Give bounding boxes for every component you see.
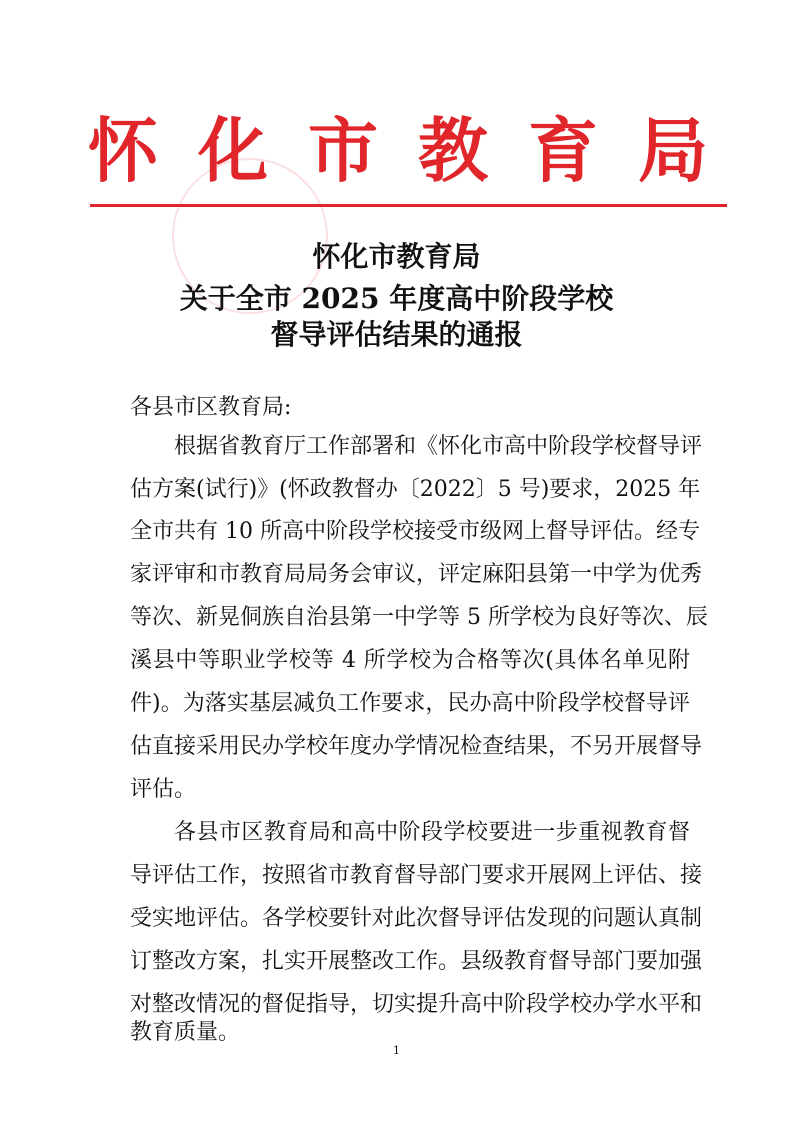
body-text-line: 根据省教育厅工作部署和《怀化市高中阶段学校督导评: [174, 434, 703, 459]
body-text-line: 件)。为落实基层减负工作要求，民办高中阶段学校督导评: [130, 691, 690, 716]
document-title-line-2: 关于全市 2025 年度高中阶段学校: [179, 282, 614, 315]
body-text-line: 对整改情况的督促指导，切实提升高中阶段学校办学水平和: [130, 992, 703, 1017]
letterhead-char: 教: [418, 109, 488, 192]
letterhead-title: [88, 106, 708, 196]
document-title-line-1: 怀化市教育局: [312, 240, 481, 273]
letterhead-char: 化: [198, 109, 268, 192]
letterhead-char: 育: [528, 109, 598, 192]
letterhead-char: 怀: [88, 109, 158, 192]
page-number: 1: [393, 1044, 400, 1057]
body-text-line: 订整改方案，扎实开展整改工作。县级教育督导部门要加强: [130, 949, 703, 974]
body-text-line: 估直接采用民办学校年度办学情况检查结果，不另开展督导: [130, 734, 703, 759]
body-text-line: 溪县中等职业学校等 4 所学校为合格等次(具体名单见附: [130, 648, 690, 673]
body-text-line: 导评估工作，按照省市教育督导部门要求开展网上评估、接: [130, 863, 703, 888]
body-text-line: 评估。: [130, 777, 197, 802]
body-text-line: 受实地评估。各学校要针对此次督导评估发现的问题认真制: [130, 906, 703, 931]
body-text-line: 各县市区教育局和高中阶段学校要进一步重视教育督: [174, 820, 690, 845]
body-text-line: 等次、新晃侗族自治县第一中学等 5 所学校为良好等次、辰: [130, 605, 708, 630]
letterhead-char: 市: [308, 109, 378, 192]
body-text-line: 估方案(试行)》(怀政教督办〔2022〕5 号)要求，2025 年: [130, 477, 701, 502]
document-title-line-3: 督导评估结果的通报: [270, 318, 523, 351]
salutation: 各县市区教育局:: [130, 395, 292, 420]
body-text-line: 全市共有 10 所高中阶段学校接受市级网上督导评估。经专: [130, 519, 700, 544]
body-text-line: 家评审和市教育局局务会审议，评定麻阳县第一中学为优秀: [130, 562, 703, 587]
body-text-line: 教育质量。: [130, 1020, 241, 1045]
letterhead-char: 局: [638, 109, 708, 192]
